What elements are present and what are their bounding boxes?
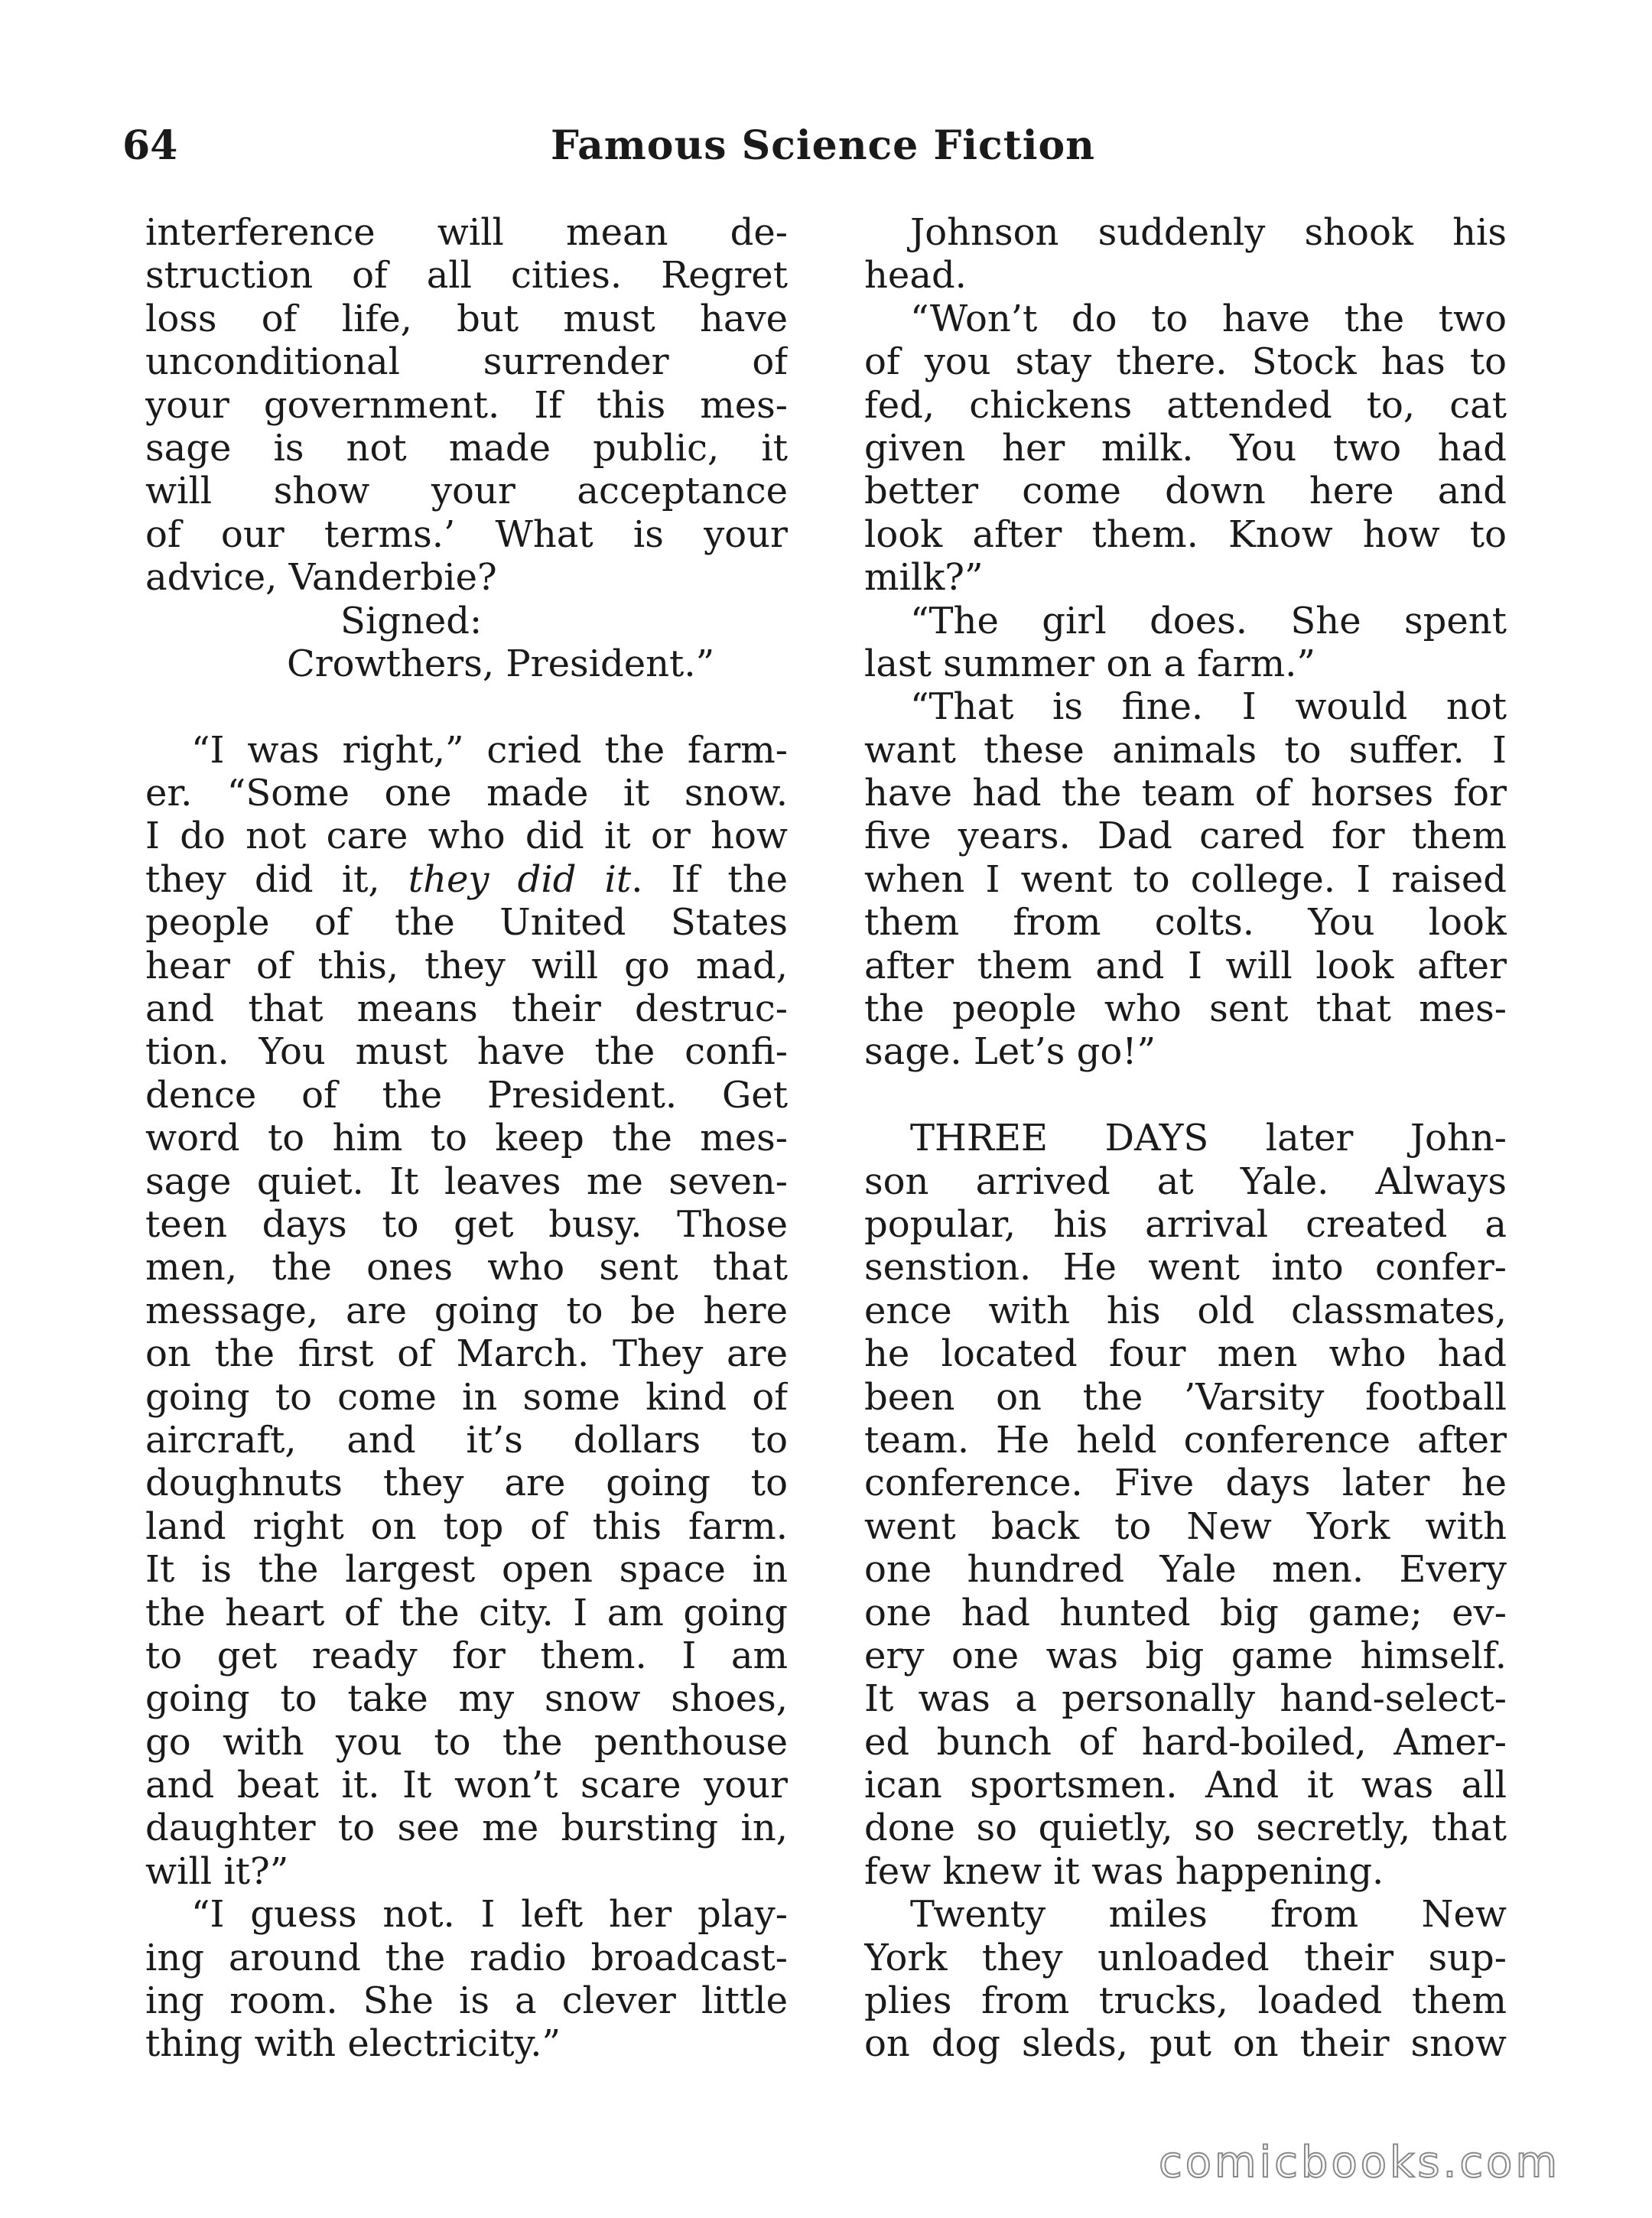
italic-line-prefix: they did it,: [145, 857, 408, 901]
text-line: last summer on a farm.”: [864, 642, 1315, 685]
watermark-logo: comicbooks.com: [1158, 2138, 1560, 2187]
text-line: when I went to college. I raised: [864, 857, 1507, 901]
text-line: head.: [864, 254, 967, 298]
text-line: “I guess not. I left her play-: [191, 1893, 788, 1937]
text-line: five years. Dad cared for them: [864, 815, 1507, 858]
text-line: done so quietly, so secretly, that: [864, 1807, 1507, 1850]
text-line: the heart of the city. I am going: [145, 1591, 788, 1634]
text-line: on the first of March. They are: [145, 1332, 788, 1376]
text-line: tion. You must have the confi-: [145, 1030, 788, 1074]
text-line: ery one was big game himself.: [864, 1634, 1507, 1677]
text-line: on dog sleds, put on their snow: [864, 2022, 1507, 2066]
text-line: went back to New York with: [864, 1504, 1507, 1548]
left-column: [145, 211, 788, 2066]
text-line: word to him to keep the mes-: [145, 1117, 788, 1160]
text-line: want these animals to suffer. I: [864, 728, 1507, 772]
text-line: Twenty miles from New: [910, 1893, 1507, 1937]
text-line: ed bunch of hard-boiled, Amer-: [864, 1720, 1507, 1764]
text-line: and beat it. It won’t scare your: [145, 1764, 788, 1807]
text-line: fed, chickens attended to, cat: [864, 383, 1507, 427]
text-line: of you stay there. Stock has to: [864, 340, 1507, 384]
right-column: [864, 211, 1507, 2066]
text-line: sage. Let’s go!”: [864, 1030, 1156, 1074]
text-line: plies from trucks, loaded them: [864, 1979, 1507, 2023]
text-line: daughter to see me bursting in,: [145, 1807, 788, 1850]
signature-label: Signed:: [340, 599, 483, 642]
text-line: look after them. Know how to: [864, 512, 1507, 556]
text-line: going to take my snow shoes,: [145, 1677, 788, 1721]
text-line: interference will mean de-: [145, 211, 788, 254]
text-line: and that means their destruc-: [145, 987, 788, 1031]
text-line: have had the team of horses for: [864, 772, 1507, 815]
text-line: going to come in some kind of: [145, 1375, 788, 1419]
text-line: will it?”: [145, 1849, 289, 1893]
italic-phrase: they did it: [408, 857, 632, 901]
text-line: men, the ones who sent that: [145, 1246, 788, 1289]
text-line: the people who sent that mes-: [864, 987, 1507, 1031]
text-line: ican sportsmen. And it was all: [864, 1764, 1507, 1807]
text-line: “Won’t do to have the two: [910, 297, 1507, 340]
text-line: ing around the radio broadcast-: [145, 1936, 788, 1979]
text-line: struction of all cities. Regret: [145, 254, 788, 298]
text-line: to get ready for them. I am: [145, 1634, 788, 1677]
text-line: message, are going to be here: [145, 1289, 788, 1332]
text-line: given her milk. You two had: [864, 426, 1507, 470]
text-line: go with you to the penthouse: [145, 1720, 788, 1764]
blank-line: [864, 1074, 1507, 1117]
text-line: he located four men who had: [864, 1332, 1507, 1376]
text-line-with-italic: [145, 858, 788, 901]
text-line: better come down here and: [864, 470, 1507, 513]
text-line: of our terms.’ What is your: [145, 512, 788, 556]
text-line: son arrived at Yale. Always: [864, 1159, 1507, 1203]
text-line: aircraft, and it’s dollars to: [145, 1418, 788, 1462]
text-line: few knew it was happening.: [864, 1849, 1384, 1893]
text-line: them from colts. You look: [864, 901, 1507, 945]
text-line: people of the United States: [145, 901, 788, 945]
text-line: after them and I will look after: [864, 944, 1507, 987]
text-line: ence with his old classmates,: [864, 1289, 1507, 1332]
text-line: teen days to get busy. Those: [145, 1202, 788, 1246]
signature-name: Crowthers, President.”: [287, 642, 715, 685]
text-line: senstion. He went into confer-: [864, 1246, 1507, 1289]
text-line: THREE DAYS later John-: [910, 1117, 1507, 1160]
blank-line: [145, 685, 788, 728]
text-line: been on the ’Varsity football: [864, 1375, 1507, 1419]
text-line: It was a personally hand-select-: [864, 1677, 1507, 1721]
text-line: sage quiet. It leaves me seven-: [145, 1159, 788, 1203]
text-line: one had hunted big game; ev-: [864, 1591, 1507, 1634]
text-line: land right on top of this farm.: [145, 1504, 788, 1548]
text-line: York they unloaded their sup-: [864, 1936, 1507, 1979]
text-line: Johnson suddenly shook his: [910, 211, 1507, 254]
text-line: hear of this, they will go mad,: [145, 944, 788, 987]
text-line: team. He held conference after: [864, 1418, 1507, 1462]
text-line: thing with electricity.”: [145, 2022, 561, 2066]
text-line: popular, his arrival created a: [864, 1202, 1507, 1246]
text-line: It is the largest open space in: [145, 1548, 788, 1592]
text-line: will show your acceptance: [145, 470, 788, 513]
text-line: doughnuts they are going to: [145, 1462, 788, 1505]
text-line: loss of life, but must have: [145, 297, 788, 340]
text-line: “That is fine. I would not: [910, 685, 1507, 729]
running-head: Famous Science Fiction: [551, 122, 1095, 169]
text-line: one hundred Yale men. Every: [864, 1548, 1507, 1592]
page-number: 64: [122, 122, 178, 169]
italic-line-suffix: . If the: [631, 857, 788, 901]
text-line: conference. Five days later he: [864, 1462, 1507, 1505]
text-line: your government. If this mes-: [145, 383, 788, 427]
text-line: I do not care who did it or how: [145, 815, 788, 858]
text-line: advice, Vanderbie?: [145, 556, 497, 600]
text-line: unconditional surrender of: [145, 340, 788, 384]
text-line: sage is not made public, it: [145, 426, 788, 470]
text-line: dence of the President. Get: [145, 1073, 788, 1117]
text-line: “I was right,” cried the farm-: [191, 728, 788, 772]
text-line: ing room. She is a clever little: [145, 1979, 788, 2023]
text-line: er. “Some one made it snow.: [145, 772, 788, 815]
text-line: “The girl does. She spent: [910, 599, 1507, 642]
text-line: milk?”: [864, 556, 984, 600]
